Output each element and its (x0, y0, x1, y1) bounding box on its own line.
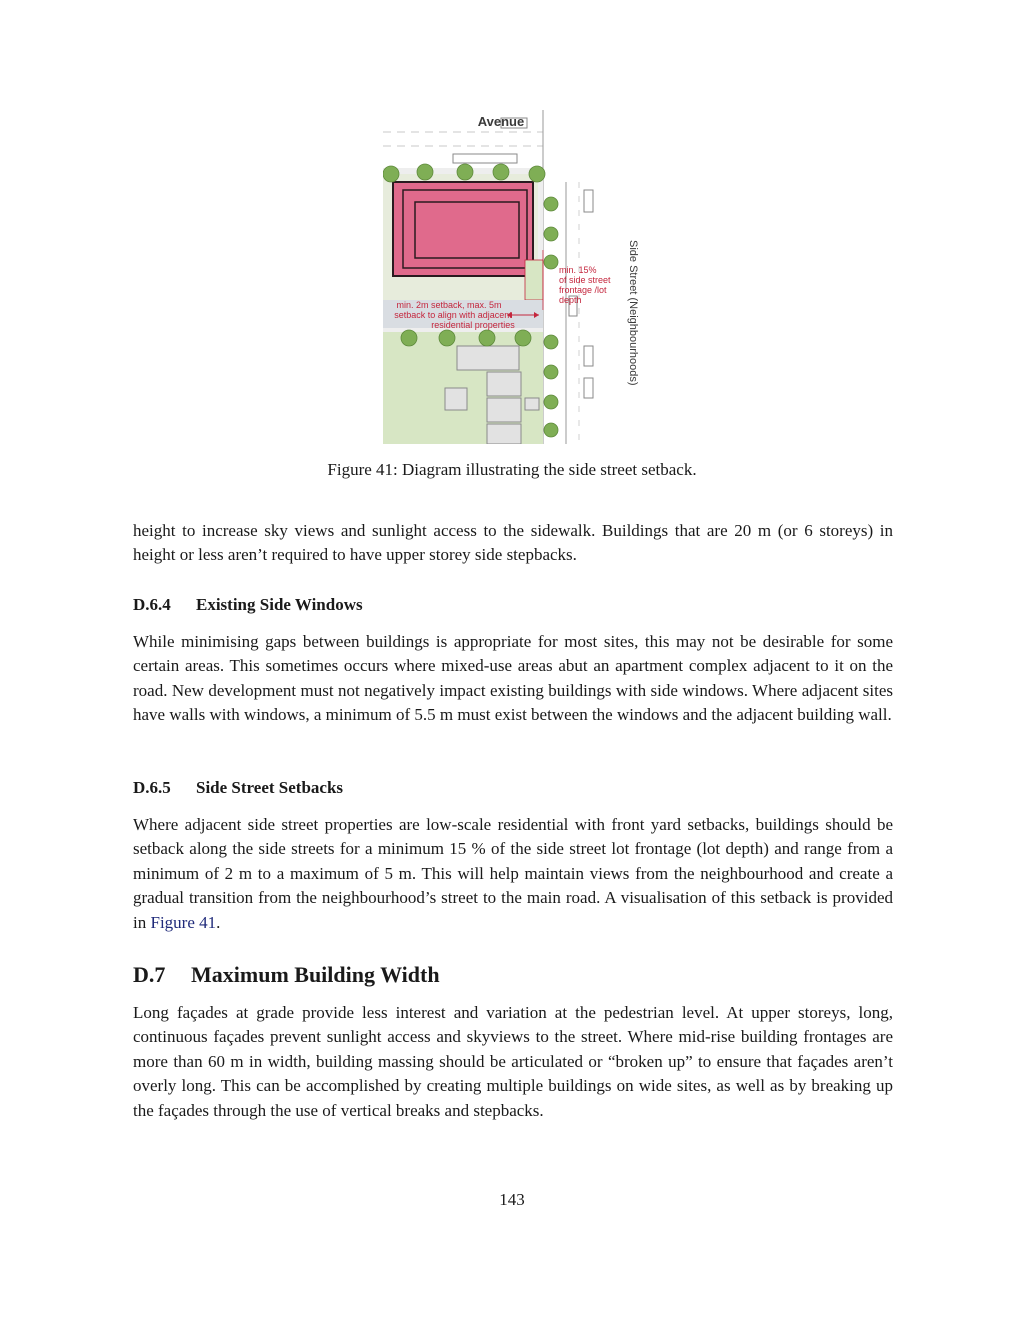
paragraph-d64: While minimising gaps between buildings is appropriate for most sites, this may not be desirable for some certain areas. This sometimes occurs where mixed-use areas abut an apartment complex adjacent to it on the road. New development must not negatively impact existing buildings with side windows. Where adjacent sites have walls with windows, a minimum of 5.5 m must exist between the windows and the adjacent building wall. (133, 632, 893, 725)
figure-caption-text: Diagram illustrating the side street setback. (402, 460, 697, 479)
side-street-road (563, 172, 633, 444)
figure-caption-prefix: Figure 41: (327, 460, 398, 479)
paragraph-d7: Long façades at grade provide less interest and variation at the pedestrian level. At upper storeys, long, continuous façades prevent sunlight access and skyviews to the street. Where mid-rise building frontages are more than 60 m in width, building massing should be articulated or “broken up” to ensure that façades aren’t overly long. This can be accomplished by creating multiple buildings on wide sites, as well as by breaking up the façades through the use of vertical breaks and stepbacks. (133, 1003, 893, 1120)
building-footprint (393, 182, 533, 276)
site-plan-diagram (383, 110, 645, 444)
paragraph-d65 (133, 813, 893, 935)
frontage-note-line: depth (559, 295, 582, 305)
avenue-label: Avenue (477, 114, 525, 129)
paragraph-text: Where adjacent side street properties are low-scale residential with front yard setbacks, buildings should be setback along the side streets for a minimum 15 % of the side street lot frontage (lot depth) and range from a minimum of 2 m to a maximum of 5 m. This will help maintain views from the neighbourhood and create a gradual transition from the neighbourhood’s street to the main road. A visualisation of this setback is provided in (133, 815, 893, 932)
setback-note-line: residential properties (431, 320, 515, 330)
page-number: 143 (499, 1190, 525, 1209)
section-number: D.7 (133, 962, 166, 987)
subsection-number: D.6.5 (133, 778, 171, 797)
frontage-note-line: frontage /lot (559, 285, 607, 295)
setback-note-line: min. 2m setback, max. 5m (396, 300, 502, 310)
subsection-number: D.6.4 (133, 595, 171, 614)
subsection-heading-d65 (133, 778, 343, 798)
subsection-heading-d64 (133, 595, 363, 615)
intro-paragraph: height to increase sky views and sunlight access to the sidewalk. Buildings that are 20 m (or 6 storeys) in height or less aren’t required to have upper storey side stepbacks. (133, 521, 893, 565)
section-title: Maximum Building Width (191, 962, 440, 987)
side-setback-zone (525, 260, 543, 300)
site-plan-svg (383, 110, 645, 444)
frontage-note-line: of side street (559, 275, 611, 285)
figure-caption (0, 460, 1024, 480)
paragraph-text: . (216, 912, 221, 932)
setback-note-line: setback to align with adjacent (394, 310, 512, 320)
figure-41-link[interactable]: Figure 41 (150, 912, 217, 932)
side-street-label: Side Street (Neighbourhoods) (627, 240, 639, 386)
frontage-note-line: min. 15% (559, 265, 597, 275)
section-heading-d7 (133, 962, 440, 988)
subsection-title: Existing Side Windows (196, 595, 363, 614)
subsection-title: Side Street Setbacks (196, 778, 344, 797)
